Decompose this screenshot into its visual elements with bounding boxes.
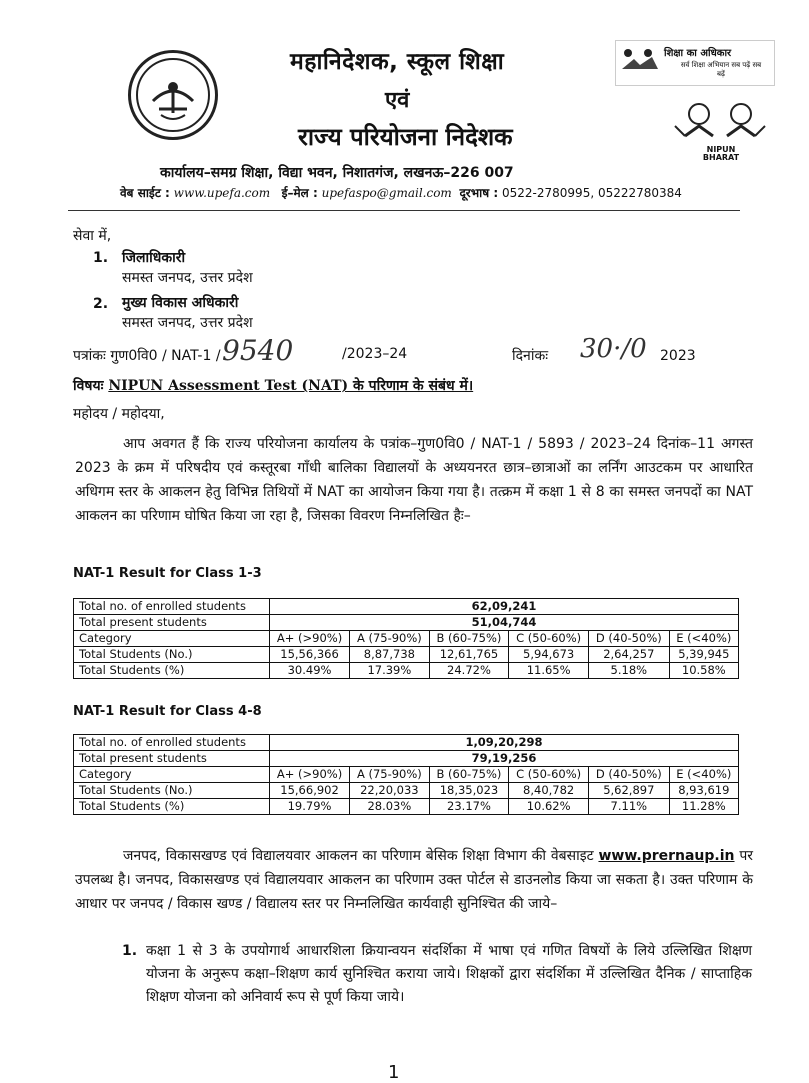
count-cell: 8,87,738: [350, 647, 430, 663]
emblem-icon: [131, 53, 215, 137]
header-title-1: महानिदेशक, स्कूल शिक्षा: [290, 49, 505, 75]
up-government-logo: [128, 50, 218, 140]
percent-cell: 23.17%: [429, 799, 509, 815]
percent-cell: 11.28%: [669, 799, 738, 815]
table-row: [74, 783, 739, 799]
count-cell: 15,56,366: [270, 647, 350, 663]
reading-children-icon: [620, 45, 660, 73]
count-cell: 8,40,782: [509, 783, 589, 799]
website-label: वेब साईट :: [120, 186, 170, 200]
category-cell: A (75-90%): [350, 631, 430, 647]
percent-cell: 24.72%: [429, 663, 509, 679]
recipient-1-title: जिलाधिकारी: [122, 250, 186, 266]
rte-logo-sub: सर्व शिक्षा अभियान सब पढ़ें सब बढ़ें: [680, 61, 762, 78]
enrolled-value: 1,09,20,298: [270, 735, 739, 751]
count-cell: 5,39,945: [669, 647, 738, 663]
percent-cell: 17.39%: [350, 663, 430, 679]
count-cell: 2,64,257: [589, 647, 670, 663]
table-row: [74, 615, 739, 631]
percent-cell: 7.11%: [589, 799, 670, 815]
percent-cell: 30.49%: [270, 663, 350, 679]
table-row: [74, 647, 739, 663]
salutation: महोदय / महोदया,: [73, 406, 165, 422]
recipient-2-title: मुख्य विकास अधिकारी: [122, 295, 239, 311]
table-row: [74, 799, 739, 815]
nipun-bharat-logo: [665, 96, 775, 164]
contact-line: [120, 184, 682, 201]
category-cell: B (60-75%): [429, 631, 509, 647]
table-row: [74, 631, 739, 647]
category-cell: A (75-90%): [350, 767, 430, 783]
present-label: Total present students: [74, 615, 270, 631]
enrolled-value: 62,09,241: [270, 599, 739, 615]
percent-cell: 5.18%: [589, 663, 670, 679]
list-item: कक्षा 1 से 3 के उपयोगार्थ आधारशिला क्रियान्वयन संदर्शिका में भाषा एवं गणित विषयों के लिये उल्लिखित शिक्षण योजना के अनुरूप कक्षा–शिक्षण कार्य सुनिश्चित कराया जाये। शिक्षकों द्वारा संदर्शिका में उल्लिखित दैनिक / साप्ताहिक शिक्षण योजना को अनिवार्य रूप से पूर्ण किया जाये।: [146, 943, 752, 1005]
header-divider: [68, 210, 740, 211]
category-cell: B (60-75%): [429, 767, 509, 783]
subject-text: NIPUN Assessment Test (NAT) के परिणाम के संबंध में।: [108, 378, 474, 394]
category-label: Category: [74, 767, 270, 783]
present-value: 51,04,744: [270, 615, 739, 631]
count-cell: 12,61,765: [429, 647, 509, 663]
page-number: 1: [388, 1062, 400, 1083]
category-cell: A+ (>90%): [270, 631, 350, 647]
recipient-intro: सेवा में,: [73, 228, 112, 244]
reference-year: /2023–24: [342, 346, 408, 362]
paragraph-2: [75, 844, 753, 916]
enrolled-label: Total no. of enrolled students: [74, 735, 270, 751]
subject-label: विषयः: [73, 378, 104, 394]
count-cell: 15,66,902: [270, 783, 350, 799]
table-row: [74, 751, 739, 767]
list-item-number: 1.: [122, 943, 138, 959]
recipient-2-sub: समस्त जनपद, उत्तर प्रदेश: [122, 315, 253, 331]
recipient-2-number: 2.: [93, 296, 109, 312]
date-label: दिनांकः: [512, 348, 549, 364]
table-1-title: NAT-1 Result for Class 1-3: [73, 566, 262, 581]
rte-logo: [615, 40, 775, 86]
nipun-logo-text: NIPUN BHARAT: [702, 145, 740, 162]
count-label: Total Students (No.): [74, 647, 270, 663]
table-row: [74, 735, 739, 751]
header-title-2: एवं: [385, 88, 410, 113]
count-cell: 18,35,023: [429, 783, 509, 799]
email-label: ई–मेल :: [281, 186, 318, 200]
present-label: Total present students: [74, 751, 270, 767]
office-address: कार्यालय–समग्र शिक्षा, विद्या भवन, निशातगंज, लखनऊ–226 007: [160, 165, 514, 181]
table-2-title: NAT-1 Result for Class 4-8: [73, 704, 262, 719]
category-cell: E (<40%): [669, 767, 738, 783]
website-link[interactable]: www.upefa.com: [173, 186, 271, 200]
date-handwritten: 30·/0: [580, 334, 647, 364]
reference-label: पत्रांकः गुण0वि0 / NAT-1 /: [73, 348, 221, 364]
table-row: [74, 767, 739, 783]
percent-cell: 28.03%: [350, 799, 430, 815]
recipient-1-number: 1.: [93, 250, 109, 266]
percent-cell: 10.58%: [669, 663, 738, 679]
result-table-class-1-3: [73, 598, 739, 679]
subject-line: [73, 376, 473, 395]
email-link[interactable]: upefaspo@gmail.com: [321, 186, 452, 200]
recipient-1-sub: समस्त जनपद, उत्तर प्रदेश: [122, 270, 253, 286]
count-cell: 8,93,619: [669, 783, 738, 799]
category-cell: E (<40%): [669, 631, 738, 647]
paragraph-2-part-b: पर उपलब्ध है। जनपद, विकासखण्ड एवं विद्यालयवार आकलन का परिणाम उक्त पोर्टल से डाउनलोड किया जा सकता है। उक्त परिणाम के आधार पर जनपद / विकास खण्ड / विद्यालय स्तर पर निम्नलिखित कार्यवाही सुनिश्चित की जाये–: [75, 848, 754, 912]
phone-label: दूरभाष :: [459, 186, 499, 200]
percent-cell: 11.65%: [509, 663, 589, 679]
paragraph-2-part-a: जनपद, विकासखण्ड एवं विद्यालयवार आकलन का परिणाम बेसिक शिक्षा विभाग की वेबसाइट: [123, 848, 594, 864]
rte-logo-title: शिक्षा का अधिकार: [664, 48, 732, 59]
count-cell: 5,62,897: [589, 783, 670, 799]
enrolled-label: Total no. of enrolled students: [74, 599, 270, 615]
category-label: Category: [74, 631, 270, 647]
percent-label: Total Students (%): [74, 663, 270, 679]
phone-number: 0522-2780995, 05222780384: [502, 186, 682, 200]
count-cell: 22,20,033: [350, 783, 430, 799]
date-year: 2023: [660, 348, 696, 364]
percent-label: Total Students (%): [74, 799, 270, 815]
prernaup-link[interactable]: www.prernaup.in: [598, 848, 735, 864]
paragraph-1: आप अवगत हैं कि राज्य परियोजना कार्यालय के पत्रांक–गुण0वि0 / NAT-1 / 5893 / 2023–24 दिनांक–11 अगस्त 2023 के क्रम में परिषदीय एवं कस्तूरबा गाँधी बालिका विद्यालयों के अध्ययनरत छात्र–छात्राओं का लर्निंग आउटकम पर आधारित अधिगम स्तर के आकलन हेतु विभिन्न तिथियों में NAT का आयोजन किया गया है। तत्क्रम में कक्षा 1 से 8 का समस्त जनपदों का NAT आकलन का परिणाम घोषित किया जा रहा है, जिसका विवरण निम्नलिखित हैः–: [75, 436, 753, 524]
category-cell: A+ (>90%): [270, 767, 350, 783]
category-cell: D (40-50%): [589, 631, 670, 647]
category-cell: C (50-60%): [509, 631, 589, 647]
table-row: [74, 599, 739, 615]
table-row: [74, 663, 739, 679]
count-cell: 5,94,673: [509, 647, 589, 663]
category-cell: D (40-50%): [589, 767, 670, 783]
percent-cell: 19.79%: [270, 799, 350, 815]
header-title-3: राज्य परियोजना निदेशक: [298, 123, 513, 151]
count-label: Total Students (No.): [74, 783, 270, 799]
present-value: 79,19,256: [270, 751, 739, 767]
reference-number-handwritten: 9540: [222, 334, 294, 367]
category-cell: C (50-60%): [509, 767, 589, 783]
percent-cell: 10.62%: [509, 799, 589, 815]
result-table-class-4-8: [73, 734, 739, 815]
